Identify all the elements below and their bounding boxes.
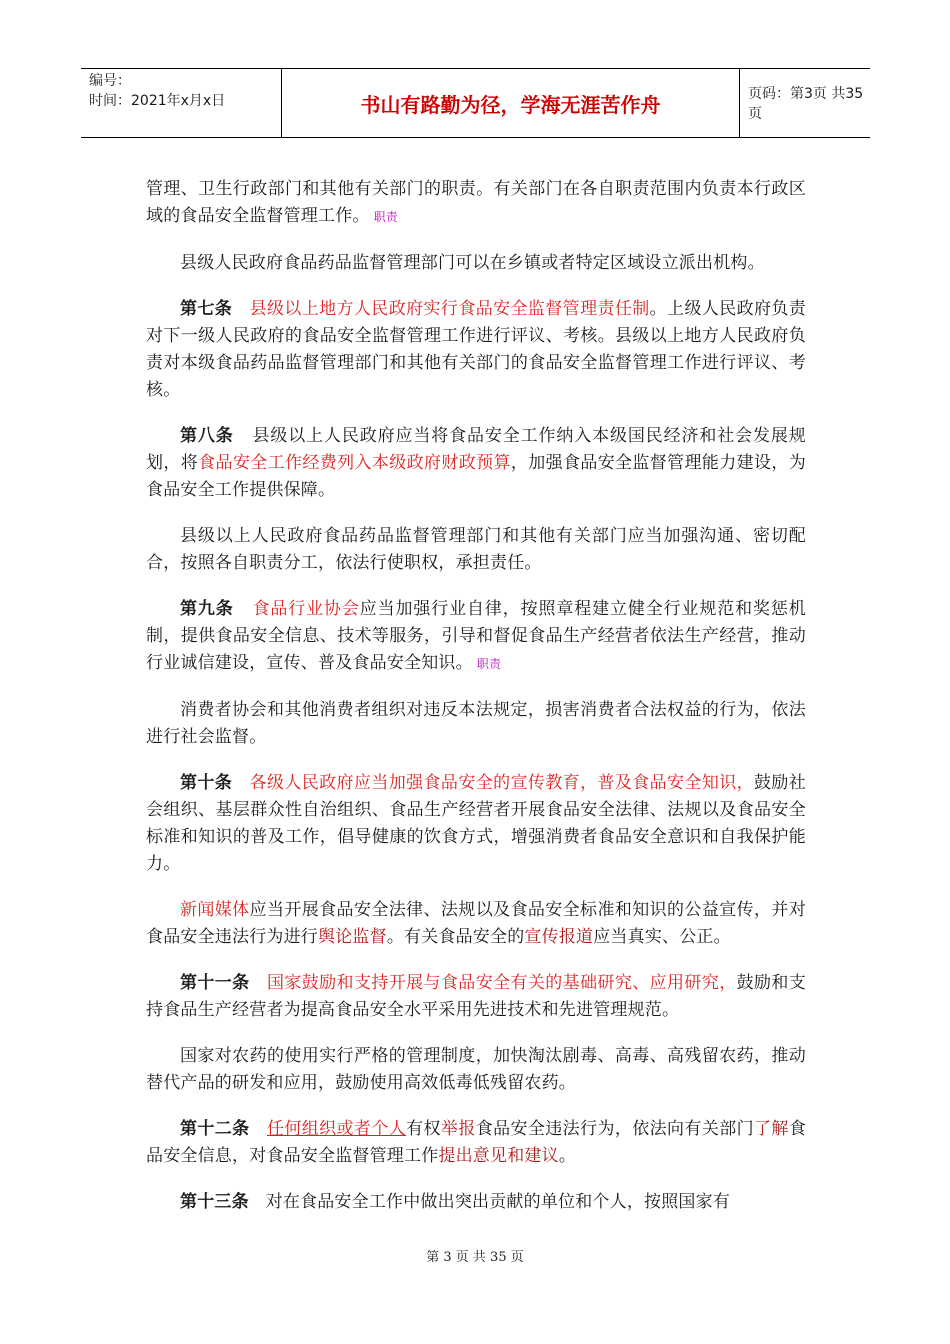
article-title: 第八条: [180, 426, 234, 446]
document-time-label: 时间：2021年x月x日: [89, 93, 226, 109]
highlight-text: 提出意见和建议: [438, 1146, 559, 1166]
highlight-text: 各级人民政府应当加强食品安全的宣传教育，普及食品安全知识，: [249, 773, 755, 793]
paragraph-text: 应当真实、公正。: [593, 927, 731, 947]
paragraph-text: 应当开展食品安全法律、法规以及食品安全标准和知识的公益宣传，并对食品安全违法行为进行: [146, 900, 806, 947]
paragraph-text: 。上级人民政府负责对下一级人民政府的食品安全监督管理工作进行评议、考核。县级以上地方人民政府负责对本级食品药品监督管理部门和其他有关部门的食品安全监督管理工作进行评议、考核。: [146, 299, 807, 400]
document-body: [146, 176, 806, 1235]
highlight-text: 任何组织或者个人: [266, 1119, 407, 1139]
article-7: [146, 296, 806, 404]
paragraph-text: 。: [558, 1146, 577, 1166]
article-title: 第十一条: [180, 973, 250, 993]
article-9: [146, 596, 806, 678]
document-number-label: 编号：: [89, 73, 131, 89]
header-table: [81, 68, 870, 138]
paragraph-pesticide: 国家对农药的使用实行严格的管理制度，加快淘汰剧毒、高毒、高残留农药，推动替代产品的研发和应用，鼓励使用高效低毒低残留农药。: [146, 1046, 806, 1093]
paragraph-branch-office: 县级人民政府食品药品监督管理部门可以在乡镇或者特定区域设立派出机构。: [180, 253, 765, 273]
article-10: [146, 770, 806, 878]
paragraph-text: 县级以上人民政府应当将食品安全工作纳入本级国民经济和社会发展规划，将: [146, 426, 806, 473]
highlight-text: 了解: [754, 1119, 789, 1139]
highlight-text: 舆论监督: [318, 927, 387, 947]
header-motto: 书山有路勤为径，学海无涯苦作舟: [282, 69, 740, 137]
paragraph-text: 有权: [406, 1119, 441, 1139]
paragraph-text: 管理、卫生行政部门和其他有关部门的职责。有关部门在各自职责范围内负责本行政区域的食品安全监督管理工作。: [146, 179, 806, 226]
highlight-text: 食品行业协会: [252, 599, 360, 619]
article-12: [146, 1116, 806, 1170]
paragraph-duties: [146, 176, 806, 231]
article-11: [146, 970, 806, 1024]
highlight-text: 食品安全工作经费列入本级政府财政预算: [198, 453, 511, 473]
paragraph-text: ，加强食品安全监督管理能力建设，为食品安全工作提供保障。: [146, 453, 806, 500]
paragraph-text: 应当加强行业自律，按照章程建立健全行业规范和奖惩机制，提供食品安全信息、技术等服务，引导和督促食品生产经营者依法生产经营，推动行业诚信建设，宣传、普及食品安全知识。: [146, 599, 806, 673]
page-footer: 第 3 页 共 35 页: [426, 1250, 524, 1265]
paragraph-text: 对在食品安全工作中做出突出贡献的单位和个人，按照国家有: [265, 1192, 731, 1212]
annotation-tag: 职责: [373, 210, 399, 224]
header-page-label: 页码：第3页 共35页: [748, 86, 864, 122]
highlight-text: 新闻媒体: [180, 900, 250, 920]
article-title: 第十二条: [180, 1119, 250, 1139]
article-13: [146, 1189, 806, 1216]
header-info-cell: [81, 69, 282, 137]
highlight-text: 县级以上地方人民政府实行食品安全监督管理责任制: [249, 299, 650, 319]
article-title: 第七条: [180, 299, 233, 319]
article-title: 第十三条: [180, 1192, 249, 1212]
highlight-text: 举报: [440, 1119, 476, 1139]
annotation-tag: 职责: [476, 657, 502, 671]
paragraph-text: 鼓励社会组织、基层群众性自治组织、食品生产经营者开展食品安全法律、法规以及食品安全标准和知识的普及工作，倡导健康的饮食方式，增强消费者食品安全意识和自我保护能力。: [146, 773, 807, 874]
paragraph-text: 食品安全信息，对食品安全监督管理工作: [146, 1119, 807, 1166]
highlight-text: 国家鼓励和支持开展与食品安全有关的基础研究、应用研究，: [266, 973, 737, 993]
paragraph-text: 食品安全违法行为，依法向有关部门: [475, 1119, 755, 1139]
article-title: 第十条: [180, 773, 233, 793]
paragraph-media: [146, 897, 806, 951]
article-title: 第九条: [180, 599, 234, 619]
paragraph-text: 。有关食品安全的: [386, 927, 525, 947]
paragraph-cooperation: 县级以上人民政府食品药品监督管理部门和其他有关部门应当加强沟通、密切配合，按照各自职责分工，依法行使职权，承担责任。: [146, 526, 806, 573]
paragraph-consumer: 消费者协会和其他消费者组织对违反本法规定，损害消费者合法权益的行为，依法进行社会监督。: [146, 700, 806, 747]
paragraph-text: 鼓励和支持食品生产经营者为提高食品安全水平采用先进技术和先进管理规范。: [146, 973, 806, 1020]
highlight-text: 宣传报道: [524, 927, 594, 947]
article-8: [146, 423, 806, 504]
